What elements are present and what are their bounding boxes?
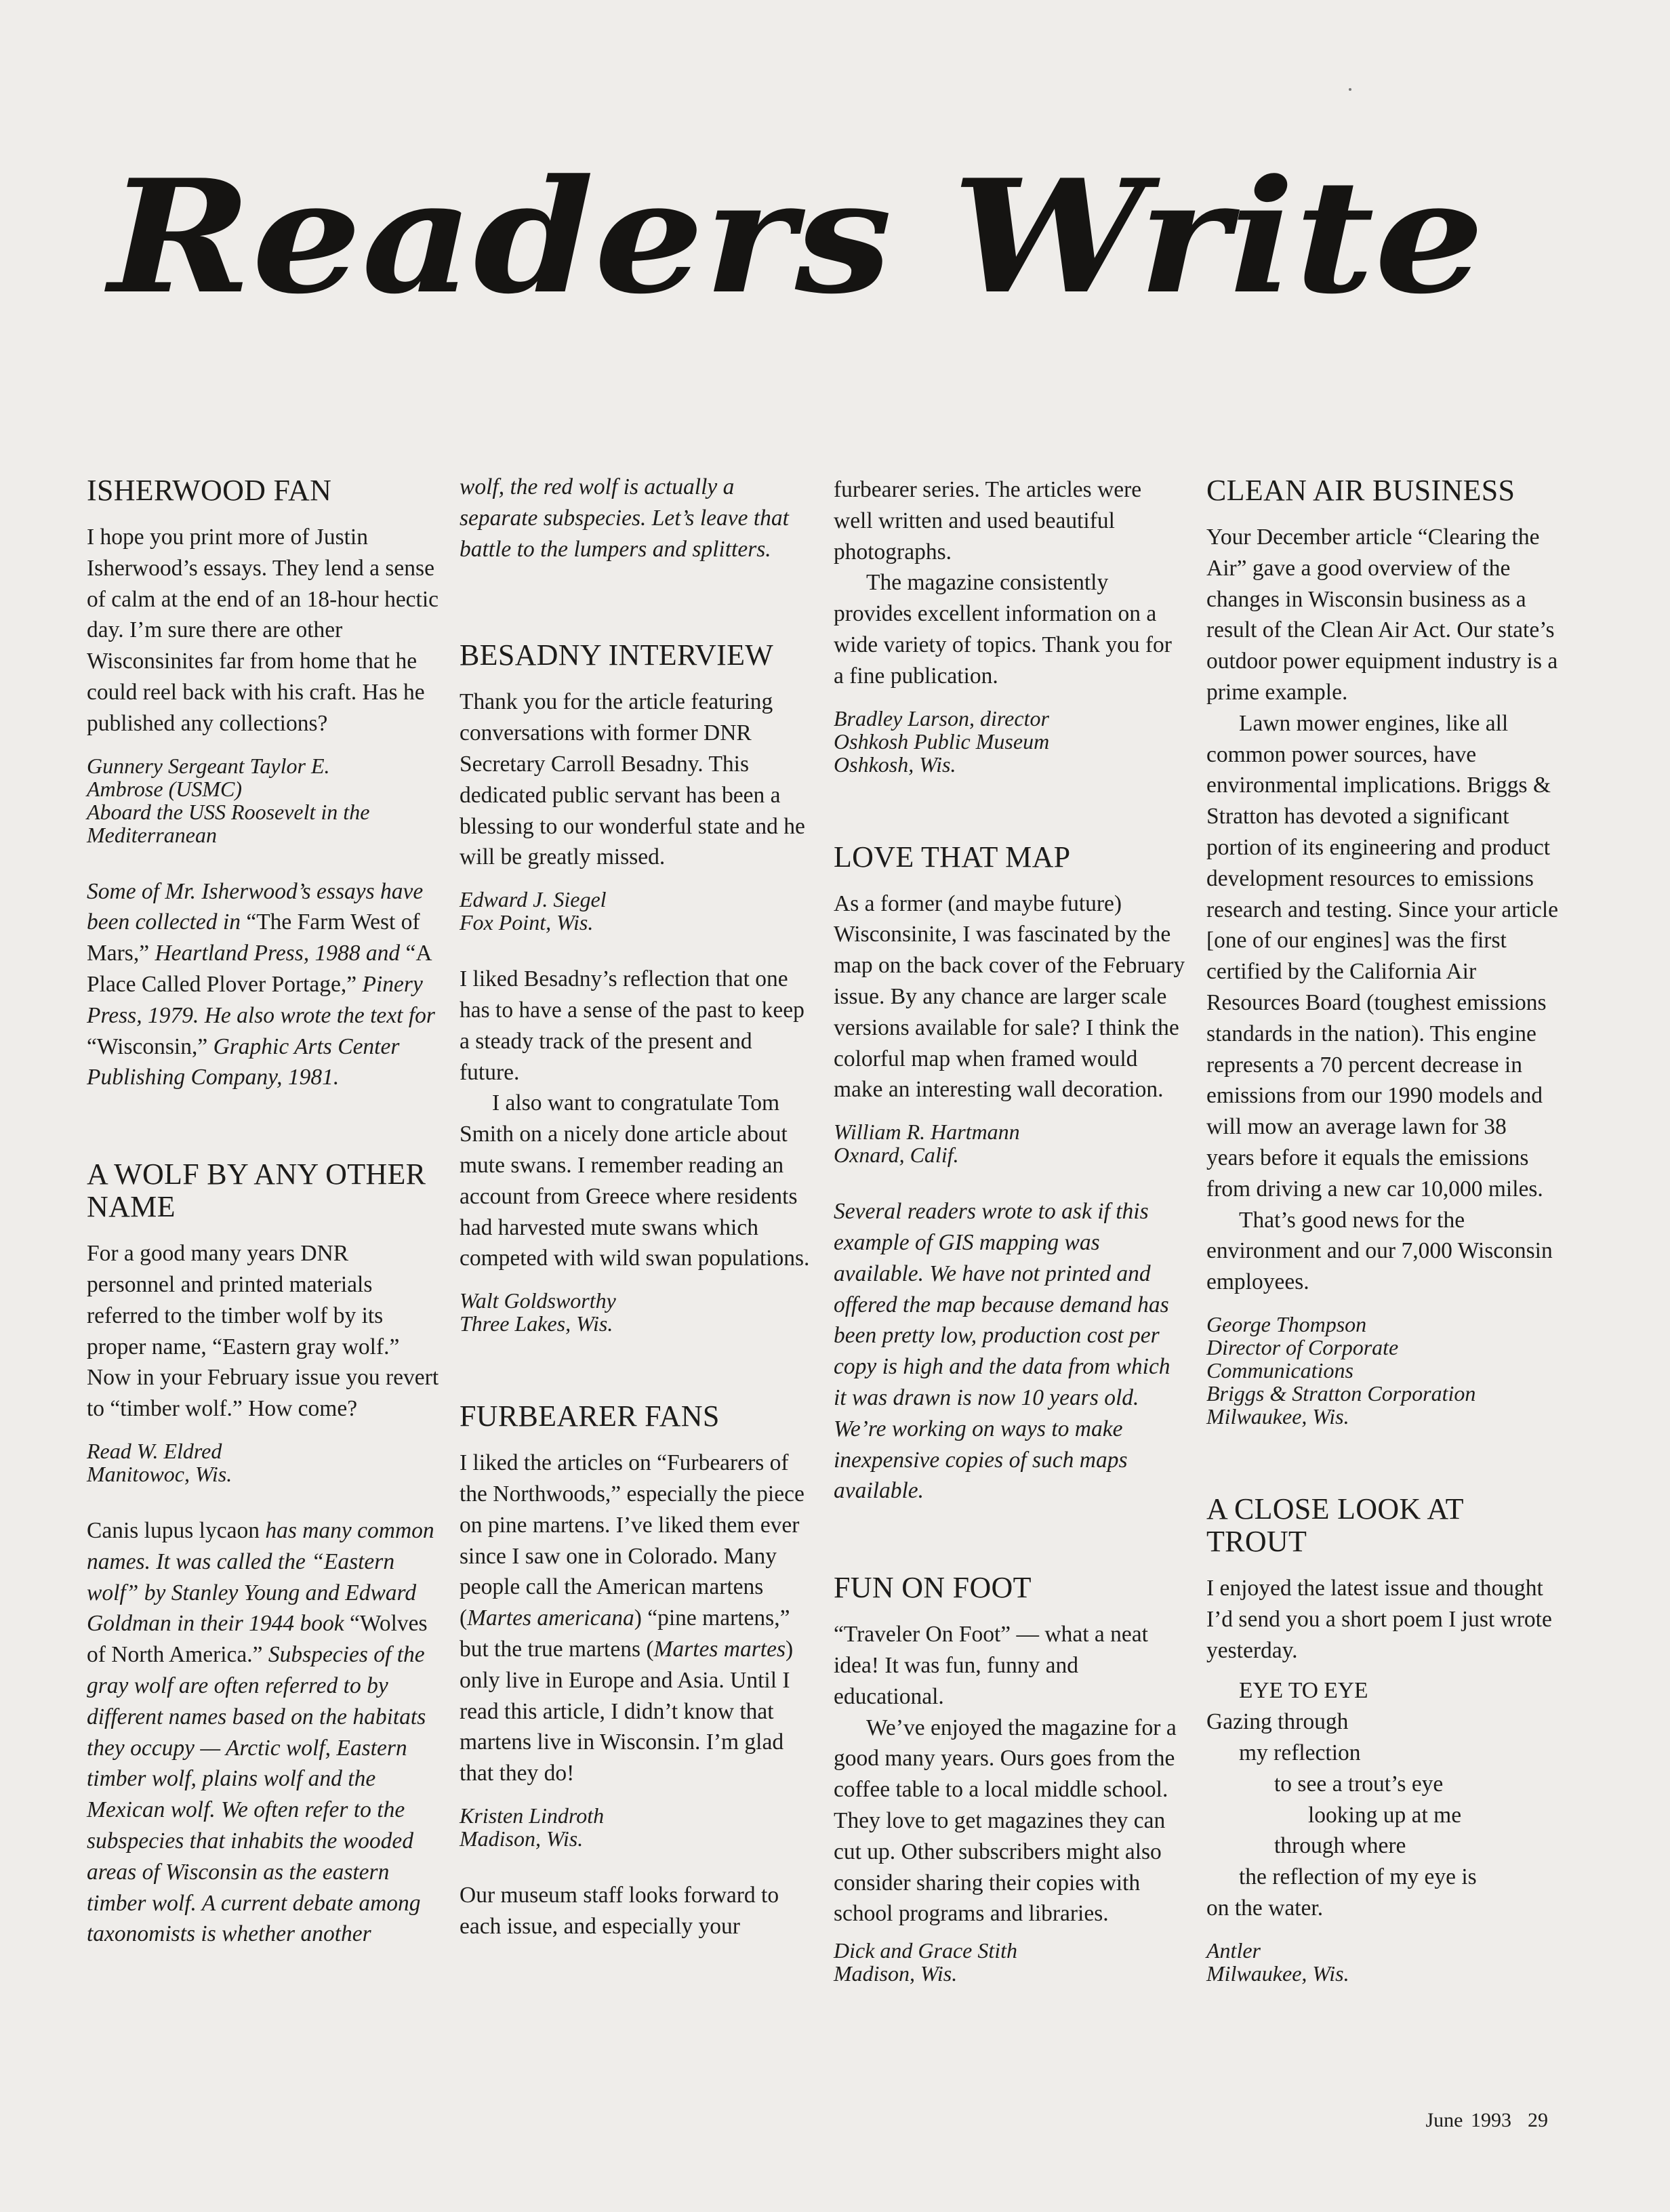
letter-goldsworthy-1: I liked Besadny’s reflection that one has to have a sense of the past to keep a steady track of the present and future. [460,966,805,1085]
sig-line: Communications [1206,1357,1353,1382]
column-4 [1206,474,1559,1985]
editor-reply-wolf: Canis lupus lycaon has many common names. It was called the “Eastern wolf” by Stanley Young and Edward Goldman in their 1944 book “Wolves of North America.” Subspecies of the gray wolf are often referred to by different names based on the habitats they occupy — Arctic wolf, Eastern timber wolf, plains wolf and the Mexican wolf. We often refer to the subspecies that inhabits the wooded areas of Wisconsin as the eastern timber wolf. A current debate among taxonomists is whether another [87,1517,434,1947]
poem-eye-to-eye [1206,1675,1559,1923]
letter-isherwood: I hope you print more of Justin Isherwood’s essays. They lend a sense of calm at the end of an 18-hour hectic day. I’m sure there are other Wisconsinites far from home that he could reel back with his craft. Has he published any collections? [87,525,439,736]
column-3 [834,474,1186,1985]
poem-line: through where [1274,1833,1406,1859]
sig-line: Bradley Larson, director [834,705,1049,731]
letter-antler: I enjoyed the latest issue and thought I’d send you a short poem I just wrote yesterday. [1206,1575,1552,1663]
poem-line: Gazing through [1206,1709,1349,1735]
sig-line: Gunnery Sergeant Taylor E. [87,753,330,778]
editor-reply-wolf-cont: wolf, the red wolf is actually a separate subspecies. Let’s leave that battle to the lumpers and splitters. [460,474,789,562]
masthead-text: Readers Write [104,156,1485,325]
column-1 [87,474,439,1950]
sig-line: Ambrose (USMC) [87,776,242,801]
heading-fun-on-foot: FUN ON FOOT [834,1571,1032,1605]
signature-goldsworthy [460,1289,812,1335]
heading-isherwood-fan: ISHERWOOD FAN [87,474,332,507]
letter-thompson-3: That’s good news for the environment and our 7,000 Wisconsin employees. [1206,1207,1553,1295]
sig-line: Mediterranean [87,822,217,847]
sig-line: George Thompson [1206,1311,1367,1336]
sig-line: Aboard the USS Roosevelt in the [87,799,370,824]
sig-line: Kristen Lindroth [460,1803,605,1828]
poem-line: the reflection of my eye is [1239,1864,1477,1890]
letter-larson-2: The magazine consistently provides excellent information on a wide variety of topics. Thank you for a fine publication. [834,570,1172,689]
heading-furbearer: FURBEARER FANS [460,1399,720,1433]
sig-line: Madison, Wis. [834,1961,958,1986]
sig-line: Director of Corporate [1206,1334,1399,1359]
heading-wolf: A WOLF BY ANY OTHER NAME [87,1158,426,1224]
letter-thompson-2: Lawn mower engines, like all common power sources, have environmental implications. Briggs & Stratton has devoted a significant portion of its engineering and product development resources to emissions research and testing. Since your article [one of our engines] was the first certified by the California Air Resources Board (toughest emissions standards in the nation). This engine represents a 70 percent decrease in emissions from our 1990 models and will mow an average lawn for 38 years before it equals the emissions from driving a new car 10,000 miles. [1206,710,1559,1202]
readers-write-logo [102,156,1498,325]
column-2 [460,474,812,1942]
poem-line: to see a trout’s eye [1274,1771,1444,1797]
sig-line: Dick and Grace Stith [834,1938,1018,1963]
signature-lindroth [460,1804,812,1850]
signature-stith [834,1939,1186,1985]
editor-reply-map: Several readers wrote to ask if this example of GIS mapping was available. We have not printed and offered the map because demand has been pretty low, production cost per copy is high and the data from which it was drawn is now 10 years old. We’re working on ways to make inexpensive copies of such maps available. [834,1199,1170,1504]
heading-love-that-map: LOVE THAT MAP [834,840,1071,874]
sig-line: Fox Point, Wis. [460,910,594,935]
heading-close-look-trout: A CLOSE LOOK AT TROUT [1206,1492,1463,1558]
sig-line: Oshkosh Public Museum [834,729,1050,754]
editor-reply-isherwood: Some of Mr. Isherwood’s essays have been collected in “The Farm West of Mars,” Heartland Press, 1988 and “A Place Called Plover Portage,” Pinery Press, 1979. He also wrote the text for “Wisconsin,” Graphic Arts Center Publishing Company, 1981. [87,878,435,1090]
letter-goldsworthy-2: I also want to congratulate Tom Smith on a nicely done article about mute swans. I remember reading an account from Greece where residents had harvested mute swans which competed with wild swan populations. [460,1090,810,1271]
letter-lindroth: I liked the articles on “Furbearers of the Northwoods,” especially the piece on pine martens. I’ve liked them ever since I saw one in Colorado. Many people call the American martens (Martes americana) “pine martens,” but the true martens (Martes martes) only live in Europe and Asia. Until I read this article, I didn’t know that martens live in Wisconsin. I’m glad that they do! [460,1450,805,1786]
sig-line: Madison, Wis. [460,1826,584,1851]
signature-antler [1206,1939,1559,1985]
signature-siegel [460,888,812,934]
poem-title: EYE TO EYE [1239,1678,1368,1704]
poem-line: on the water. [1206,1895,1324,1921]
signature-ambrose [87,754,439,846]
sig-line: Walt Goldsworthy [460,1288,616,1313]
signature-thompson [1206,1313,1559,1428]
masthead-title [102,156,1498,325]
letter-stith-2: We’ve enjoyed the magazine for a good many years. Ours goes from the coffee table to a local middle school. They love to get magazines they can cut up. Other subscribers might also consider sharing their copies with school programs and libraries. [834,1715,1177,1927]
sig-line: Milwaukee, Wis. [1206,1404,1349,1429]
signature-hartmann [834,1120,1186,1166]
sig-line: Edward J. Siegel [460,887,607,912]
sig-line: Oshkosh, Wis. [834,752,956,777]
signature-larson [834,707,1186,776]
letter-larson-start: Our museum staff looks forward to each issue, and especially your [460,1882,779,1939]
sig-line: Read W. Eldred [87,1438,222,1463]
sig-line: Briggs & Stratton Corporation [1206,1380,1476,1406]
sig-line: Milwaukee, Wis. [1206,1961,1349,1986]
letter-siegel: Thank you for the article featuring conversations with former DNR Secretary Carroll Besadny. This dedicated public servant has been a blessing to our wonderful state and he will be greatly missed. [460,689,805,870]
letter-stith-1: “Traveler On Foot” — what a neat idea! It was fun, funny and educational. [834,1622,1148,1709]
letter-larson-cont: furbearer series. The articles were well written and used beautiful photographs. [834,477,1142,565]
paper-speck [1349,88,1351,91]
letter-hartmann: As a former (and maybe future) Wisconsinite, I was fascinated by the map on the back cover of the February issue. By any chance are larger scale versions available for sale? I think the colorful map when framed would make an interesting wall decoration. [834,890,1185,1103]
heading-clean-air: CLEAN AIR BUSINESS [1206,474,1515,507]
signature-eldred [87,1439,439,1486]
issue-date: June 1993 [1425,2109,1511,2131]
poem-line: my reflection [1239,1740,1361,1765]
heading-besadny: BESADNY INTERVIEW [460,638,774,672]
sig-line: Oxnard, Calif. [834,1143,959,1168]
letter-wolf: For a good many years DNR personnel and printed materials referred to the timber wolf by its proper name, “Eastern gray wolf.” Now in your February issue you revert to “timber wolf.” How come? [87,1241,439,1422]
sig-line: Antler [1206,1938,1261,1963]
sig-line: Three Lakes, Wis. [460,1311,613,1336]
page-number: 29 [1528,2109,1548,2131]
poem-line: looking up at me [1308,1802,1462,1828]
letter-thompson-1: Your December article “Clearing the Air” gave a good overview of the changes in Wisconsin business as a result of the Clean Air Act. Our state’s outdoor power equipment industry is a prime example. [1206,525,1558,705]
sig-line: Manitowoc, Wis. [87,1461,232,1486]
sig-line: William R. Hartmann [834,1120,1020,1145]
page-footer [1410,2109,1549,2132]
